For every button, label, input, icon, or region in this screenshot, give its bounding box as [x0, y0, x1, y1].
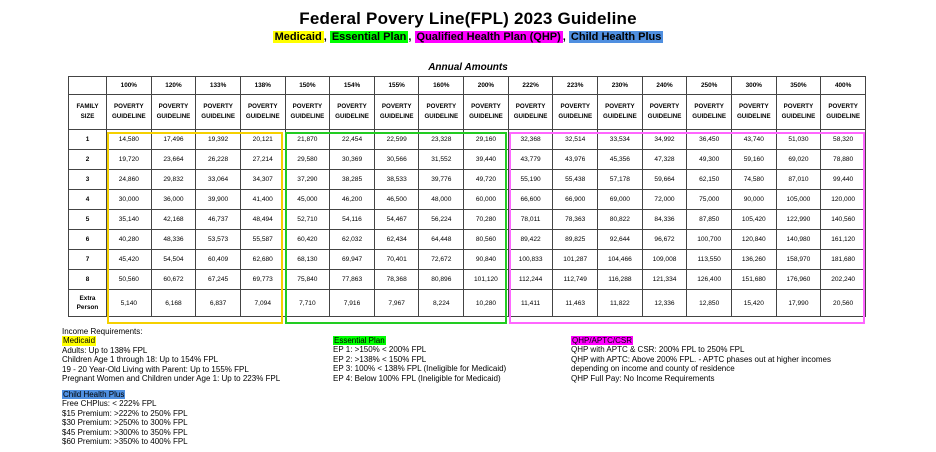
amount-cell: 101,120	[464, 270, 509, 290]
amount-cell: 17,990	[776, 290, 821, 317]
medicaid-requirements	[62, 327, 332, 383]
essential-plan-heading: Essential Plan	[334, 336, 385, 345]
amount-cell: 22,454	[330, 130, 375, 150]
requirement-line: Adults: Up to 138% FPL	[62, 345, 148, 355]
amount-cell: 45,356	[598, 150, 643, 170]
amount-cell: 60,420	[285, 230, 330, 250]
percent-header: 150%	[285, 77, 330, 95]
amount-cell: 36,000	[151, 190, 196, 210]
amount-cell: 69,020	[776, 150, 821, 170]
amount-cell: 62,434	[374, 230, 419, 250]
legend-qhp: Qualified Health Plan (QHP)	[416, 31, 561, 43]
amount-cell: 181,680	[821, 250, 866, 270]
amount-cell: 55,190	[508, 170, 553, 190]
percent-header: 154%	[330, 77, 375, 95]
legend-separator: ,	[408, 31, 415, 43]
percent-header: 250%	[687, 77, 732, 95]
poverty-guideline-header: POVERTY GUIDELINE	[731, 95, 776, 130]
amount-cell: 56,224	[419, 210, 464, 230]
amount-cell: 46,500	[374, 190, 419, 210]
amount-cell: 32,368	[508, 130, 553, 150]
table-row	[69, 210, 866, 230]
amount-cell: 11,411	[508, 290, 553, 317]
amount-cell: 87,850	[687, 210, 732, 230]
amount-cell: 80,560	[464, 230, 509, 250]
amount-cell: 100,700	[687, 230, 732, 250]
amount-cell: 36,450	[687, 130, 732, 150]
medicaid-heading: Medicaid	[63, 336, 96, 346]
amount-cell: 34,992	[642, 130, 687, 150]
amount-cell: 75,000	[687, 190, 732, 210]
table-row	[69, 290, 866, 317]
amount-cell: 47,328	[642, 150, 687, 170]
amount-cell: 55,587	[240, 230, 285, 250]
requirement-line: $45 Premium: >300% to 350% FPL	[62, 427, 188, 437]
poverty-guideline-header: POVERTY GUIDELINE	[553, 95, 598, 130]
percent-header: 400%	[821, 77, 866, 95]
poverty-guideline-header: POVERTY GUIDELINE	[330, 95, 375, 130]
table-row	[69, 270, 866, 290]
family-size-cell: 5	[69, 210, 107, 230]
poverty-guideline-header: POVERTY GUIDELINE	[196, 95, 241, 130]
amount-cell: 48,000	[419, 190, 464, 210]
amount-cell: 54,467	[374, 210, 419, 230]
amount-cell: 66,600	[508, 190, 553, 210]
percent-header: 200%	[464, 77, 509, 95]
amount-cell: 8,224	[419, 290, 464, 317]
qhp-heading: QHP/APTC/CSR	[572, 336, 633, 345]
program-legend	[0, 31, 936, 43]
amount-cell: 75,840	[285, 270, 330, 290]
amount-cell: 30,566	[374, 150, 419, 170]
amount-cell: 12,850	[687, 290, 732, 317]
poverty-guideline-header: POVERTY GUIDELINE	[598, 95, 643, 130]
amount-cell: 90,000	[731, 190, 776, 210]
amount-cell: 92,644	[598, 230, 643, 250]
poverty-guideline-header: POVERTY GUIDELINE	[107, 95, 152, 130]
page-title: Federal Povery Line(FPL) 2023 Guideline	[299, 9, 637, 28]
amount-cell: 27,214	[240, 150, 285, 170]
amount-cell: 48,336	[151, 230, 196, 250]
fpl-table	[68, 76, 866, 317]
amount-cell: 46,200	[330, 190, 375, 210]
amount-cell: 7,916	[330, 290, 375, 317]
requirement-line: Free CHPlus: < 222% FPL	[62, 399, 157, 409]
amount-cell: 80,822	[598, 210, 643, 230]
amount-cell: 50,560	[107, 270, 152, 290]
amount-cell: 19,392	[196, 130, 241, 150]
requirement-line: $30 Premium: >250% to 300% FPL	[62, 418, 188, 428]
requirement-line: EP 4: Below 100% FPL (Ineligible for Medicaid)	[333, 373, 501, 383]
amount-cell: 126,400	[687, 270, 732, 290]
amount-cell: 67,245	[196, 270, 241, 290]
percent-header: 133%	[196, 77, 241, 95]
amount-cell: 122,990	[776, 210, 821, 230]
amount-cell: 70,280	[464, 210, 509, 230]
amount-cell: 52,710	[285, 210, 330, 230]
amount-cell: 26,228	[196, 150, 241, 170]
percent-header: 350%	[776, 77, 821, 95]
amount-cell: 21,870	[285, 130, 330, 150]
table-row	[69, 170, 866, 190]
requirement-line: Pregnant Women and Children under Age 1: Up to 223% FPL	[62, 374, 281, 384]
family-size-cell: Extra Person	[69, 290, 107, 317]
amount-cell: 109,008	[642, 250, 687, 270]
amount-cell: 19,720	[107, 150, 152, 170]
amount-cell: 33,534	[598, 130, 643, 150]
amount-cell: 29,580	[285, 150, 330, 170]
amount-cell: 80,896	[419, 270, 464, 290]
legend-medicaid: Medicaid	[274, 31, 322, 43]
percent-header: 155%	[374, 77, 419, 95]
amount-cell: 78,011	[508, 210, 553, 230]
amount-cell: 31,552	[419, 150, 464, 170]
amount-cell: 57,178	[598, 170, 643, 190]
percent-header: 100%	[107, 77, 152, 95]
amount-cell: 140,560	[821, 210, 866, 230]
percent-header: 230%	[598, 77, 643, 95]
amount-cell: 54,504	[151, 250, 196, 270]
amount-cell: 53,573	[196, 230, 241, 250]
table-caption: Annual Amounts	[428, 62, 508, 73]
amount-cell: 72,672	[419, 250, 464, 270]
amount-cell: 40,280	[107, 230, 152, 250]
poverty-guideline-header: POVERTY GUIDELINE	[240, 95, 285, 130]
amount-cell: 105,420	[731, 210, 776, 230]
amount-cell: 84,336	[642, 210, 687, 230]
requirement-line: 19 - 20 Year-Old Living with Parent: Up to 155% FPL	[62, 364, 249, 374]
amount-cell: 34,307	[240, 170, 285, 190]
family-size-cell: 3	[69, 170, 107, 190]
poverty-guideline-header: POVERTY GUIDELINE	[374, 95, 419, 130]
amount-cell: 60,000	[464, 190, 509, 210]
legend-child-health-plus: Child Health Plus	[570, 31, 662, 43]
amount-cell: 78,880	[821, 150, 866, 170]
amount-cell: 66,900	[553, 190, 598, 210]
amount-cell: 7,967	[374, 290, 419, 317]
amount-cell: 120,000	[821, 190, 866, 210]
poverty-guideline-header: POVERTY GUIDELINE	[687, 95, 732, 130]
amount-cell: 62,032	[330, 230, 375, 250]
family-size-cell: 7	[69, 250, 107, 270]
amount-cell: 17,496	[151, 130, 196, 150]
amount-cell: 35,140	[107, 210, 152, 230]
amount-cell: 39,900	[196, 190, 241, 210]
amount-cell: 69,947	[330, 250, 375, 270]
table-row	[69, 130, 866, 150]
legend-essential-plan: Essential Plan	[331, 31, 407, 43]
child-health-plus-requirements	[62, 390, 322, 446]
amount-cell: 20,560	[821, 290, 866, 317]
header-label-row	[69, 95, 866, 130]
amount-cell: 72,000	[642, 190, 687, 210]
percent-header: 160%	[419, 77, 464, 95]
amount-cell: 54,116	[330, 210, 375, 230]
amount-cell: 55,438	[553, 170, 598, 190]
requirement-line: depending on income and county of residence	[571, 364, 735, 374]
percent-header: 222%	[508, 77, 553, 95]
legend-separator: ,	[323, 31, 330, 43]
amount-cell: 140,980	[776, 230, 821, 250]
family-size-cell: 6	[69, 230, 107, 250]
amount-cell: 20,121	[240, 130, 285, 150]
amount-cell: 58,320	[821, 130, 866, 150]
amount-cell: 29,832	[151, 170, 196, 190]
amount-cell: 6,168	[151, 290, 196, 317]
table-row	[69, 230, 866, 250]
family-size-header: FAMILY SIZE	[69, 95, 107, 130]
amount-cell: 116,288	[598, 270, 643, 290]
amount-cell: 39,440	[464, 150, 509, 170]
percent-header: 138%	[240, 77, 285, 95]
family-size-cell: 8	[69, 270, 107, 290]
amount-cell: 23,664	[151, 150, 196, 170]
percent-header: 120%	[151, 77, 196, 95]
amount-cell: 105,000	[776, 190, 821, 210]
amount-cell: 90,840	[464, 250, 509, 270]
family-size-cell: 2	[69, 150, 107, 170]
poverty-guideline-header: POVERTY GUIDELINE	[508, 95, 553, 130]
amount-cell: 176,960	[776, 270, 821, 290]
amount-cell: 45,420	[107, 250, 152, 270]
amount-cell: 101,287	[553, 250, 598, 270]
amount-cell: 96,672	[642, 230, 687, 250]
amount-cell: 49,300	[687, 150, 732, 170]
amount-cell: 43,779	[508, 150, 553, 170]
amount-cell: 38,285	[330, 170, 375, 190]
amount-cell: 12,336	[642, 290, 687, 317]
amount-cell: 69,773	[240, 270, 285, 290]
amount-cell: 24,860	[107, 170, 152, 190]
essential-plan-requirements	[333, 336, 563, 383]
amount-cell: 10,280	[464, 290, 509, 317]
amount-cell: 5,140	[107, 290, 152, 317]
income-heading: Income Requirements:	[62, 327, 143, 336]
amount-cell: 60,409	[196, 250, 241, 270]
amount-cell: 46,737	[196, 210, 241, 230]
requirement-line: EP 3: 100% < 138% FPL (Ineligible for Medicaid)	[333, 364, 507, 374]
amount-cell: 29,160	[464, 130, 509, 150]
amount-cell: 11,463	[553, 290, 598, 317]
requirement-line: QHP Full Pay: No Income Requirements	[571, 373, 715, 383]
poverty-guideline-header: POVERTY GUIDELINE	[642, 95, 687, 130]
amount-cell: 38,533	[374, 170, 419, 190]
amount-cell: 64,448	[419, 230, 464, 250]
poverty-guideline-header: POVERTY GUIDELINE	[821, 95, 866, 130]
amount-cell: 104,466	[598, 250, 643, 270]
amount-cell: 7,094	[240, 290, 285, 317]
amount-cell: 15,420	[731, 290, 776, 317]
amount-cell: 89,825	[553, 230, 598, 250]
amount-cell: 136,260	[731, 250, 776, 270]
amount-cell: 30,000	[107, 190, 152, 210]
amount-cell: 151,680	[731, 270, 776, 290]
amount-cell: 43,976	[553, 150, 598, 170]
poverty-guideline-header: POVERTY GUIDELINE	[776, 95, 821, 130]
amount-cell: 42,168	[151, 210, 196, 230]
child-health-plus-heading: Child Health Plus	[63, 390, 125, 399]
amount-cell: 68,130	[285, 250, 330, 270]
requirement-line: QHP with APTC & CSR: 200% FPL to 250% FPL	[571, 345, 745, 355]
amount-cell: 33,064	[196, 170, 241, 190]
amount-cell: 43,740	[731, 130, 776, 150]
amount-cell: 59,160	[731, 150, 776, 170]
amount-cell: 60,672	[151, 270, 196, 290]
amount-cell: 22,599	[374, 130, 419, 150]
amount-cell: 14,580	[107, 130, 152, 150]
percent-header: 223%	[553, 77, 598, 95]
amount-cell: 37,290	[285, 170, 330, 190]
family-size-cell: 4	[69, 190, 107, 210]
amount-cell: 41,400	[240, 190, 285, 210]
percent-header: 300%	[731, 77, 776, 95]
amount-cell: 69,000	[598, 190, 643, 210]
amount-cell: 99,440	[821, 170, 866, 190]
amount-cell: 59,664	[642, 170, 687, 190]
amount-cell: 49,720	[464, 170, 509, 190]
amount-cell: 158,970	[776, 250, 821, 270]
amount-cell: 11,822	[598, 290, 643, 317]
amount-cell: 120,840	[731, 230, 776, 250]
amount-cell: 121,334	[642, 270, 687, 290]
amount-cell: 62,680	[240, 250, 285, 270]
amount-cell: 78,363	[553, 210, 598, 230]
requirement-line: EP 2: >138% < 150% FPL	[333, 354, 427, 364]
poverty-guideline-header: POVERTY GUIDELINE	[464, 95, 509, 130]
requirement-line: QHP with APTC: Above 200% FPL. - APTC phases out at higher incomes	[571, 354, 831, 364]
amount-cell: 161,120	[821, 230, 866, 250]
amount-cell: 100,833	[508, 250, 553, 270]
amount-cell: 113,550	[687, 250, 732, 270]
amount-cell: 62,150	[687, 170, 732, 190]
amount-cell: 23,328	[419, 130, 464, 150]
amount-cell: 112,749	[553, 270, 598, 290]
amount-cell: 51,030	[776, 130, 821, 150]
table-row	[69, 150, 866, 170]
poverty-guideline-header: POVERTY GUIDELINE	[419, 95, 464, 130]
header-percent-row	[69, 77, 866, 95]
amount-cell: 87,010	[776, 170, 821, 190]
amount-cell: 70,401	[374, 250, 419, 270]
amount-cell: 45,000	[285, 190, 330, 210]
amount-cell: 202,240	[821, 270, 866, 290]
amount-cell: 112,244	[508, 270, 553, 290]
qhp-requirements	[571, 336, 871, 383]
table-row	[69, 190, 866, 210]
amount-cell: 32,514	[553, 130, 598, 150]
percent-header: 240%	[642, 77, 687, 95]
requirement-line: EP 1: >150% < 200% FPL	[333, 345, 427, 355]
requirement-line: Children Age 1 through 18: Up to 154% FPL	[62, 355, 219, 365]
poverty-guideline-header: POVERTY GUIDELINE	[285, 95, 330, 130]
amount-cell: 30,369	[330, 150, 375, 170]
table-row	[69, 250, 866, 270]
legend-separator: ,	[562, 31, 569, 43]
requirement-line: $15 Premium: >222% to 250% FPL	[62, 408, 188, 418]
poverty-guideline-header: POVERTY GUIDELINE	[151, 95, 196, 130]
amount-cell: 48,494	[240, 210, 285, 230]
amount-cell: 74,580	[731, 170, 776, 190]
amount-cell: 39,776	[419, 170, 464, 190]
amount-cell: 77,863	[330, 270, 375, 290]
amount-cell: 7,710	[285, 290, 330, 317]
corner-cell	[69, 77, 107, 95]
family-size-cell: 1	[69, 130, 107, 150]
amount-cell: 6,837	[196, 290, 241, 317]
amount-cell: 78,368	[374, 270, 419, 290]
requirement-line: $60 Premium: >350% to 400% FPL	[62, 437, 188, 447]
amount-cell: 89,422	[508, 230, 553, 250]
